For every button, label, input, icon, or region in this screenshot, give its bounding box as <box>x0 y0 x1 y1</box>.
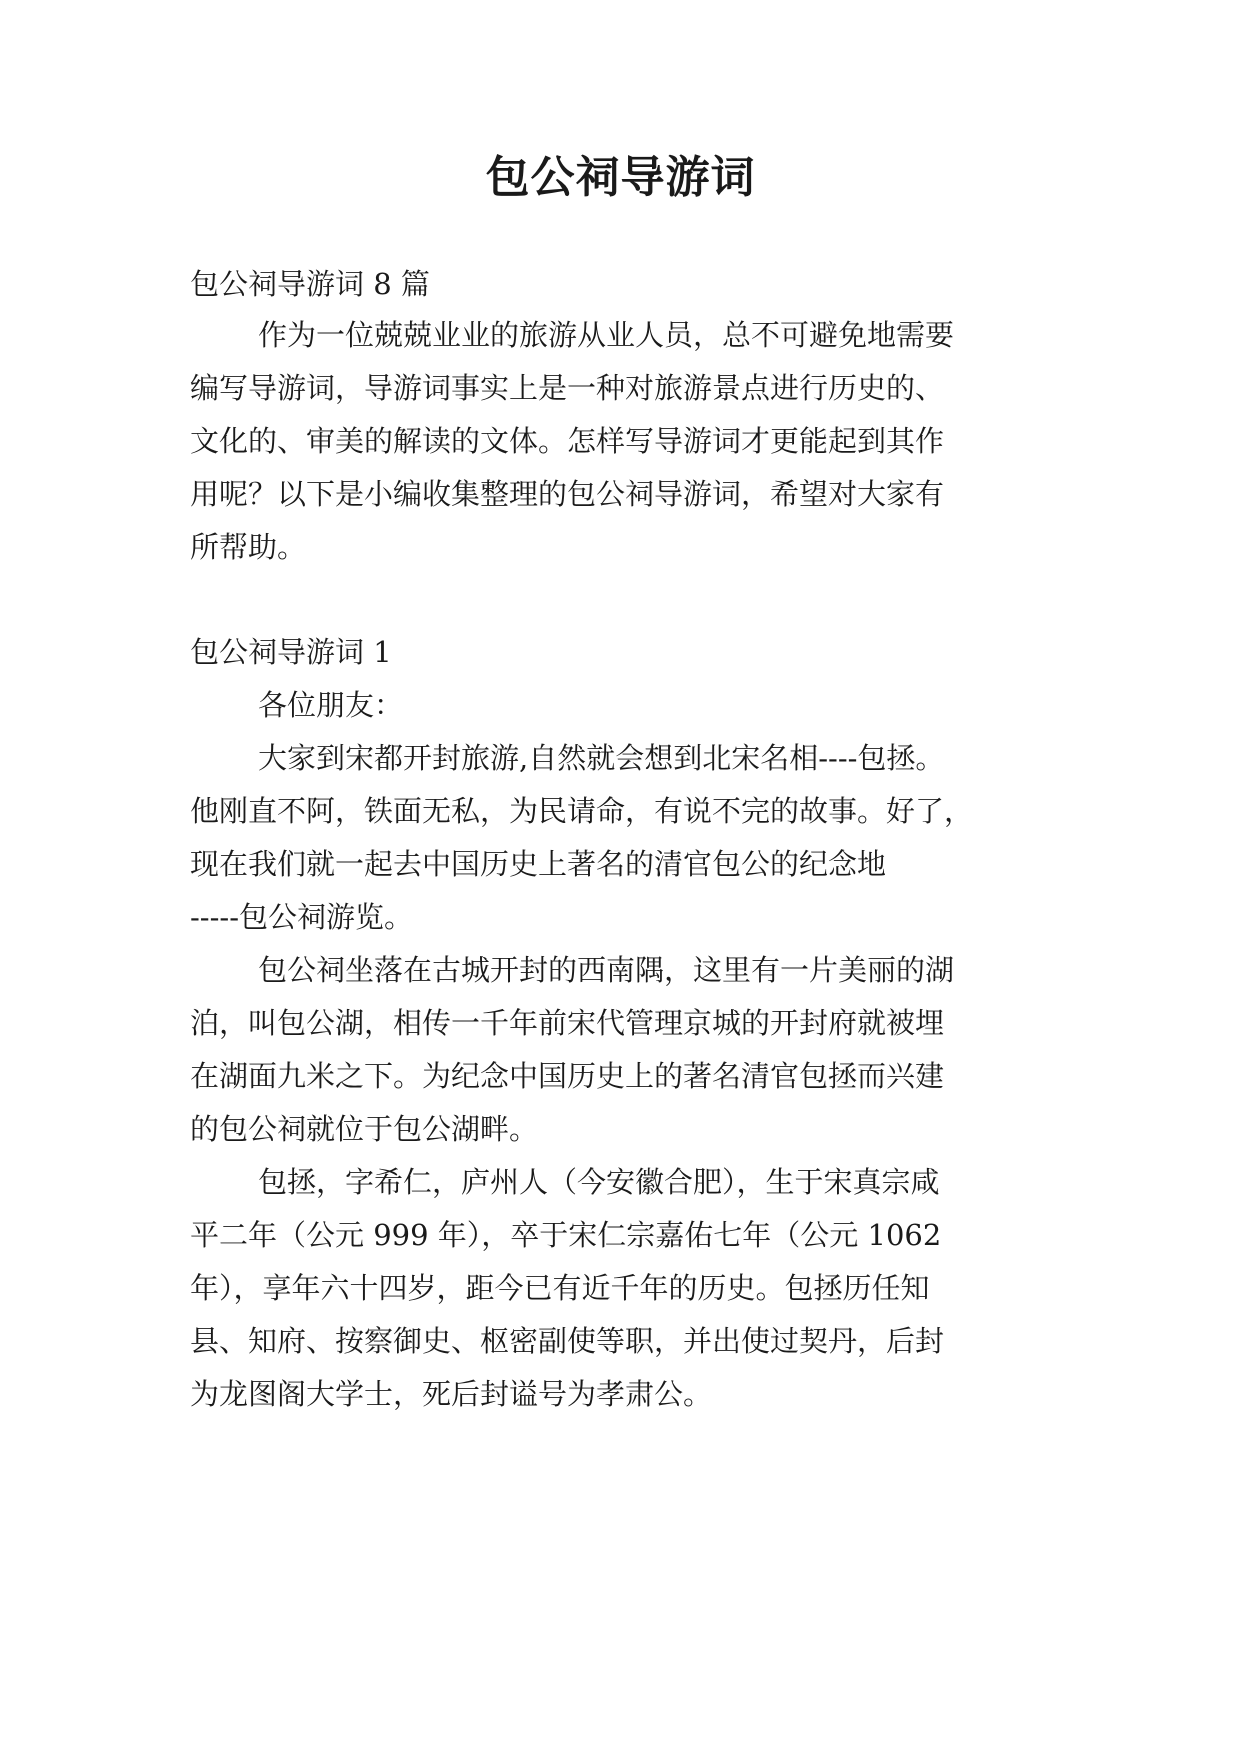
paragraph-line: 他刚直不阿，铁面无私，为民请命，有说不完的故事。好了， <box>190 794 974 828</box>
paragraph-line: 包拯，字希仁，庐州人（今安徽合肥），生于宋真宗咸 <box>258 1165 940 1199</box>
document-subtitle: 包公祠导游词 8 篇 <box>190 267 430 301</box>
intro-line: 作为一位兢兢业业的旅游从业人员，总不可避免地需要 <box>258 318 955 352</box>
paragraph-line: -----包公祠游览。 <box>190 900 413 934</box>
paragraph-line: 为龙图阁大学士，死后封谥号为孝肃公。 <box>190 1377 713 1411</box>
paragraph-line: 包公祠坐落在古城开封的西南隅，这里有一片美丽的湖 <box>258 953 955 987</box>
intro-line: 文化的、审美的解读的文体。怎样写导游词才更能起到其作 <box>190 424 945 458</box>
intro-line: 用呢？以下是小编收集整理的包公祠导游词，希望对大家有 <box>190 477 945 511</box>
paragraph-line: 大家到宋都开封旅游,自然就会想到北宋名相----包拯。 <box>258 741 945 775</box>
paragraph-line: 平二年（公元 999 年），卒于宋仁宗嘉佑七年（公元 1062 <box>190 1218 942 1252</box>
paragraph-line: 现在我们就一起去中国历史上著名的清官包公的纪念地 <box>190 847 887 881</box>
paragraph-line: 在湖面九米之下。为纪念中国历史上的著名清官包拯而兴建 <box>190 1059 945 1093</box>
intro-line: 编写导游词，导游词事实上是一种对旅游景点进行历史的、 <box>190 371 945 405</box>
section-heading: 包公祠导游词 1 <box>190 635 392 669</box>
intro-line: 所帮助。 <box>190 530 307 564</box>
paragraph-line: 泊，叫包公湖，相传一千年前宋代管理京城的开封府就被埋 <box>190 1006 945 1040</box>
page-title: 包公祠导游词 <box>485 152 756 203</box>
paragraph-line: 县、知府、按察御史、枢密副使等职，并出使过契丹，后封 <box>190 1324 945 1358</box>
paragraph-line: 的包公祠就位于包公湖畔。 <box>190 1112 539 1146</box>
greeting: 各位朋友： <box>258 688 404 722</box>
paragraph-line: 年），享年六十四岁，距今已有近千年的历史。包拯历任知 <box>190 1271 930 1305</box>
